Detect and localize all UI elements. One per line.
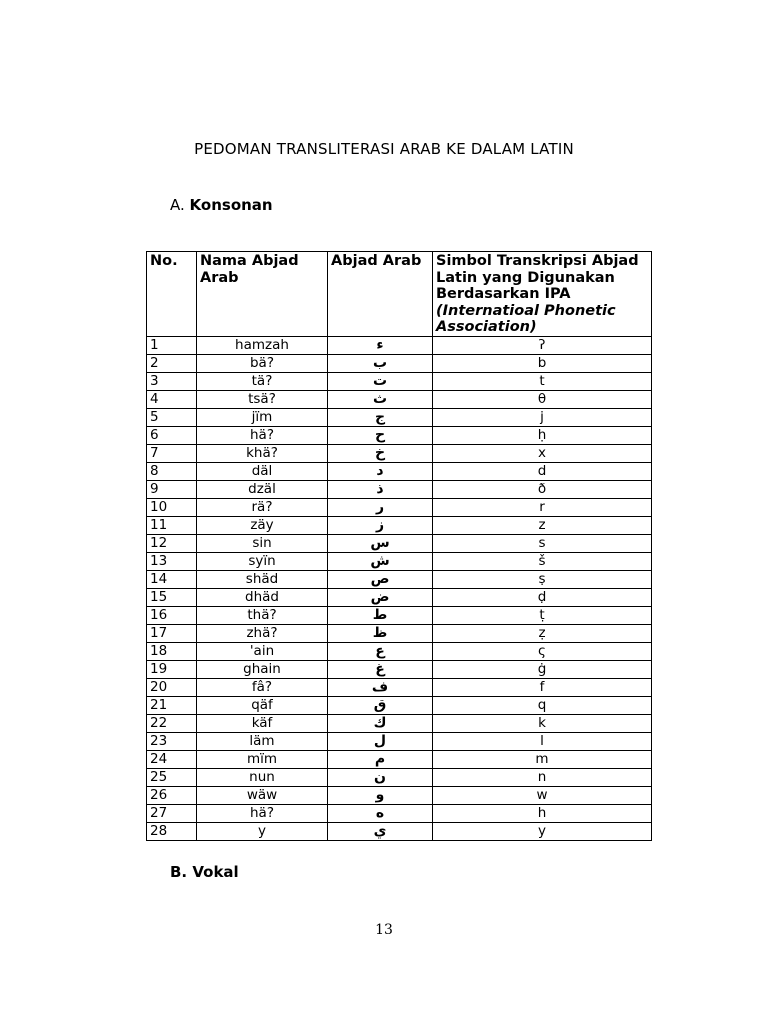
cell-arab: ظ	[328, 624, 433, 642]
cell-latin: θ	[433, 390, 652, 408]
cell-nama: hä?	[197, 426, 328, 444]
cell-latin: f	[433, 678, 652, 696]
table-row	[147, 552, 652, 570]
table-row	[147, 408, 652, 426]
section-marker: A.	[170, 196, 185, 214]
cell-arab: ذ	[328, 480, 433, 498]
cell-arab: ت	[328, 372, 433, 390]
table-row	[147, 444, 652, 462]
cell-arab: و	[328, 786, 433, 804]
cell-nama: y	[197, 822, 328, 840]
konsonan-table	[146, 251, 652, 841]
cell-latin: ġ	[433, 660, 652, 678]
cell-nama: nun	[197, 768, 328, 786]
cell-nama: khä?	[197, 444, 328, 462]
cell-nama: zäy	[197, 516, 328, 534]
cell-arab: ش	[328, 552, 433, 570]
cell-nama: mïm	[197, 750, 328, 768]
table-row	[147, 516, 652, 534]
cell-latin: t	[433, 372, 652, 390]
cell-no: 16	[147, 606, 197, 624]
cell-latin: m	[433, 750, 652, 768]
table-row	[147, 372, 652, 390]
cell-arab: ص	[328, 570, 433, 588]
table-row	[147, 768, 652, 786]
cell-latin: h	[433, 804, 652, 822]
cell-latin: r	[433, 498, 652, 516]
cell-latin: ṭ	[433, 606, 652, 624]
cell-nama: däl	[197, 462, 328, 480]
table-row	[147, 750, 652, 768]
table-row	[147, 498, 652, 516]
cell-arab: ع	[328, 642, 433, 660]
table-row	[147, 480, 652, 498]
cell-nama: sin	[197, 534, 328, 552]
cell-no: 3	[147, 372, 197, 390]
cell-no: 4	[147, 390, 197, 408]
cell-arab: ك	[328, 714, 433, 732]
cell-no: 18	[147, 642, 197, 660]
cell-no: 23	[147, 732, 197, 750]
header-no: No.	[147, 252, 197, 337]
cell-nama: 'ain	[197, 642, 328, 660]
cell-nama: tä?	[197, 372, 328, 390]
cell-latin: b	[433, 354, 652, 372]
cell-no: 6	[147, 426, 197, 444]
cell-arab: ء	[328, 336, 433, 354]
section-heading-konsonan	[170, 196, 273, 214]
cell-latin: q	[433, 696, 652, 714]
cell-no: 9	[147, 480, 197, 498]
table-row	[147, 390, 652, 408]
cell-latin: x	[433, 444, 652, 462]
cell-arab: خ	[328, 444, 433, 462]
cell-latin: ṣ	[433, 570, 652, 588]
cell-no: 14	[147, 570, 197, 588]
cell-arab: ف	[328, 678, 433, 696]
cell-latin: ḥ	[433, 426, 652, 444]
cell-nama: ghain	[197, 660, 328, 678]
cell-arab: ج	[328, 408, 433, 426]
cell-no: 2	[147, 354, 197, 372]
cell-arab: ن	[328, 768, 433, 786]
header-simbol-italic: (Internatioal Phonetic Association)	[436, 302, 616, 335]
table-row	[147, 678, 652, 696]
cell-nama: wäw	[197, 786, 328, 804]
cell-nama: jïm	[197, 408, 328, 426]
cell-no: 7	[147, 444, 197, 462]
cell-arab: د	[328, 462, 433, 480]
cell-nama: hamzah	[197, 336, 328, 354]
cell-no: 25	[147, 768, 197, 786]
cell-no: 5	[147, 408, 197, 426]
table-row	[147, 354, 652, 372]
cell-nama: läm	[197, 732, 328, 750]
cell-arab: ه	[328, 804, 433, 822]
table-row	[147, 786, 652, 804]
header-abjad-arab: Abjad Arab	[328, 252, 433, 337]
cell-latin: ð	[433, 480, 652, 498]
cell-no: 19	[147, 660, 197, 678]
table-row	[147, 462, 652, 480]
cell-arab: ح	[328, 426, 433, 444]
cell-latin: l	[433, 732, 652, 750]
cell-nama: thä?	[197, 606, 328, 624]
cell-no: 28	[147, 822, 197, 840]
cell-latin: ʔ	[433, 336, 652, 354]
cell-latin: k	[433, 714, 652, 732]
cell-no: 15	[147, 588, 197, 606]
cell-latin: z	[433, 516, 652, 534]
cell-nama: käf	[197, 714, 328, 732]
table-row	[147, 336, 652, 354]
table-row	[147, 642, 652, 660]
cell-no: 17	[147, 624, 197, 642]
cell-arab: ق	[328, 696, 433, 714]
page-title: PEDOMAN TRANSLITERASI ARAB KE DALAM LATIN	[194, 140, 574, 158]
cell-nama: fâ?	[197, 678, 328, 696]
cell-nama: shäd	[197, 570, 328, 588]
table-row	[147, 714, 652, 732]
cell-latin: š	[433, 552, 652, 570]
header-nama-abjad: Nama Abjad Arab	[197, 252, 328, 337]
table-row	[147, 732, 652, 750]
cell-latin: ς	[433, 642, 652, 660]
cell-arab: غ	[328, 660, 433, 678]
cell-latin: j	[433, 408, 652, 426]
table-row	[147, 570, 652, 588]
table-row	[147, 660, 652, 678]
table-header-row	[147, 252, 652, 337]
table-row	[147, 426, 652, 444]
table-row	[147, 606, 652, 624]
section-heading-vokal: B. Vokal	[170, 863, 239, 881]
cell-nama: rä?	[197, 498, 328, 516]
table-row	[147, 804, 652, 822]
cell-no: 24	[147, 750, 197, 768]
cell-latin: ẓ	[433, 624, 652, 642]
cell-arab: ب	[328, 354, 433, 372]
table-row	[147, 588, 652, 606]
cell-nama: zhä?	[197, 624, 328, 642]
page-number: 13	[375, 922, 393, 938]
cell-no: 22	[147, 714, 197, 732]
cell-arab: ط	[328, 606, 433, 624]
cell-nama: dhäd	[197, 588, 328, 606]
cell-nama: syïn	[197, 552, 328, 570]
cell-latin: y	[433, 822, 652, 840]
cell-nama: bä?	[197, 354, 328, 372]
cell-nama: hä?	[197, 804, 328, 822]
cell-latin: s	[433, 534, 652, 552]
section-label: Konsonan	[189, 196, 273, 214]
cell-arab: ل	[328, 732, 433, 750]
cell-arab: ي	[328, 822, 433, 840]
cell-latin: ḍ	[433, 588, 652, 606]
cell-nama: dzäl	[197, 480, 328, 498]
cell-no: 27	[147, 804, 197, 822]
cell-nama: tsä?	[197, 390, 328, 408]
cell-arab: ث	[328, 390, 433, 408]
cell-no: 20	[147, 678, 197, 696]
cell-no: 21	[147, 696, 197, 714]
cell-no: 11	[147, 516, 197, 534]
cell-no: 26	[147, 786, 197, 804]
cell-latin: n	[433, 768, 652, 786]
table-row	[147, 696, 652, 714]
cell-arab: ض	[328, 588, 433, 606]
cell-no: 12	[147, 534, 197, 552]
cell-no: 1	[147, 336, 197, 354]
cell-arab: ر	[328, 498, 433, 516]
cell-no: 10	[147, 498, 197, 516]
table-row	[147, 534, 652, 552]
table-row	[147, 624, 652, 642]
cell-arab: س	[328, 534, 433, 552]
header-simbol-text: Simbol Transkripsi Abjad Latin yang Digunakan Berdasarkan IPA	[436, 253, 639, 302]
header-simbol	[433, 252, 652, 337]
cell-arab: م	[328, 750, 433, 768]
table-row	[147, 822, 652, 840]
cell-latin: d	[433, 462, 652, 480]
cell-latin: w	[433, 786, 652, 804]
cell-no: 8	[147, 462, 197, 480]
cell-arab: ز	[328, 516, 433, 534]
cell-no: 13	[147, 552, 197, 570]
cell-nama: qäf	[197, 696, 328, 714]
